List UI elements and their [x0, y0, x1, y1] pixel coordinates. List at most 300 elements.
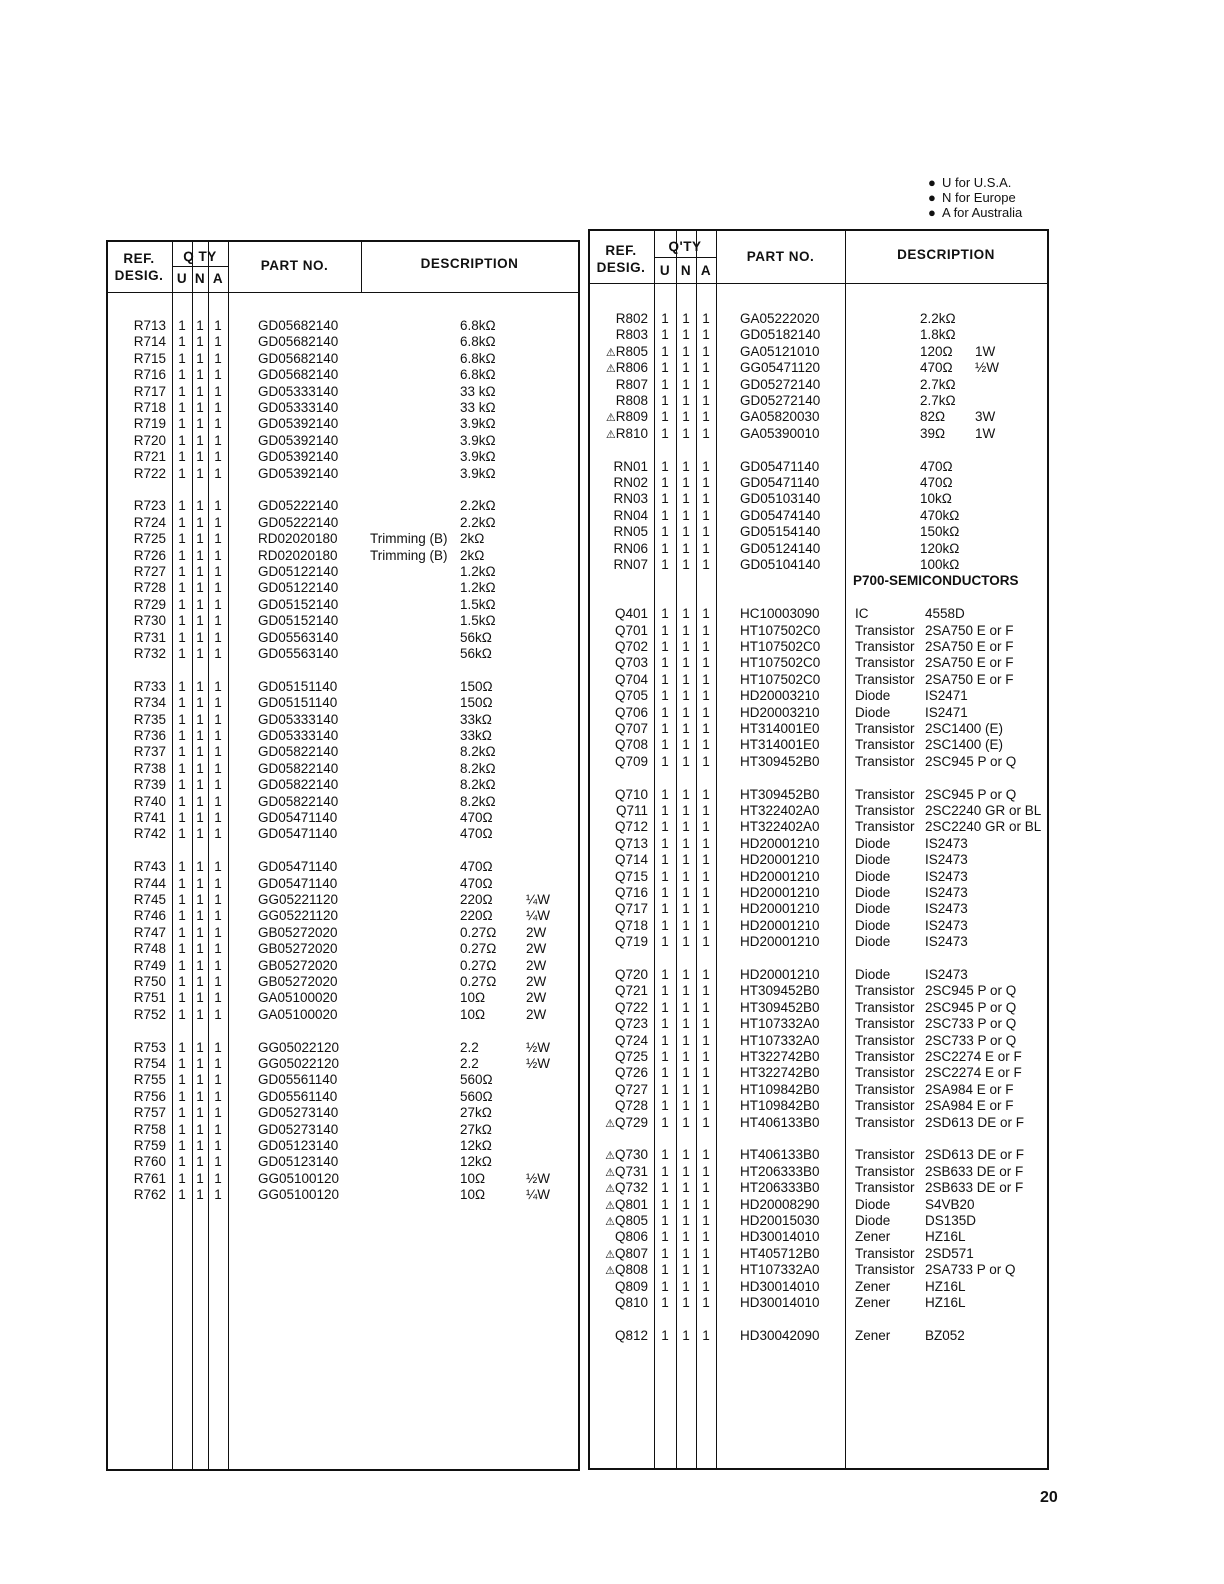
description-value: 470kΩ	[920, 507, 960, 523]
safety-warning-icon: ⚠	[605, 1166, 615, 1179]
part-number: GD05182140	[740, 327, 821, 343]
table-row	[108, 1056, 578, 1072]
description-value: 3.9kΩ	[460, 449, 496, 465]
ref-designator	[594, 852, 648, 868]
ref-designator	[112, 433, 166, 449]
part-number: HT107332A0	[740, 1262, 820, 1278]
qty-a: 1	[702, 1081, 710, 1097]
ref-designator	[594, 623, 648, 639]
description-value: 12kΩ	[460, 1138, 492, 1153]
ref-text: Q810	[614, 1295, 648, 1310]
ref-text: Q727	[614, 1081, 648, 1097]
qty-a: 1	[214, 1121, 222, 1137]
part-number: HT322402A0	[740, 819, 820, 835]
qty-a: 1	[214, 564, 222, 579]
qty-u: 1	[661, 1262, 669, 1278]
device-model: 2SD571	[925, 1245, 974, 1261]
table-row	[590, 885, 1047, 901]
part-number: GD05474140	[740, 507, 821, 523]
part-number: HT314001E0	[740, 737, 820, 753]
device-model: 2SC945 P or Q	[925, 999, 1017, 1015]
description-value: 1.2kΩ	[460, 564, 496, 579]
device-type: Transistor	[855, 1016, 915, 1032]
qty-n: 1	[682, 1147, 690, 1163]
qty-u: 1	[661, 557, 669, 572]
qty-a: 1	[702, 524, 710, 540]
description-rating: 2W	[526, 941, 547, 957]
table-row	[108, 908, 578, 924]
qty-u: 1	[178, 924, 186, 940]
safety-warning-icon: ⚠	[605, 1150, 615, 1163]
part-number: HD30042090	[740, 1327, 820, 1343]
device-type: Diode	[855, 1213, 891, 1228]
ref-designator	[594, 901, 648, 917]
ref-designator	[112, 564, 166, 580]
part-number: HC10003090	[740, 606, 820, 622]
ref-text: R759	[133, 1138, 166, 1153]
description-value: 2.2kΩ	[460, 514, 496, 530]
table-row	[108, 564, 578, 580]
part-number: HT107332A0	[740, 1032, 820, 1048]
table-row	[108, 777, 578, 793]
ref-designator	[594, 1049, 648, 1065]
qty-n: 1	[682, 737, 690, 753]
ref-text: Q710	[614, 786, 648, 802]
description-value: 2kΩ	[460, 547, 485, 563]
part-number: HT107502C0	[740, 655, 821, 671]
description-value: 150Ω	[460, 695, 493, 711]
qty-u: 1	[661, 409, 669, 425]
ref-text: Q729	[614, 1114, 648, 1130]
description-rating: 3W	[975, 409, 996, 425]
device-model: 2SC2274 E or F	[925, 1065, 1022, 1081]
ref-designator	[112, 876, 166, 892]
part-number: HT309452B0	[740, 983, 820, 999]
qty-a: 1	[702, 622, 710, 638]
table-row	[108, 531, 578, 547]
ref-designator	[112, 826, 166, 842]
qty-u: 1	[178, 334, 186, 350]
table-row	[590, 983, 1047, 999]
ref-text: Q723	[614, 1016, 648, 1032]
part-number: GD05123140	[258, 1138, 339, 1153]
qty-u: 1	[661, 721, 669, 736]
qty-a: 1	[214, 613, 222, 629]
device-type: Zener	[855, 1295, 891, 1310]
qty-u: 1	[661, 753, 669, 769]
qty-a: 1	[702, 491, 710, 507]
device-model: IS2473	[925, 917, 968, 933]
qty-a: 1	[702, 1147, 710, 1163]
table-row	[590, 705, 1047, 721]
table-row	[108, 761, 578, 777]
qty-n: 1	[682, 671, 690, 687]
left-parts-table	[106, 240, 580, 1471]
table-row	[590, 1197, 1047, 1213]
partno-header: PART NO.	[260, 258, 329, 273]
qty-a: 1	[214, 1187, 222, 1203]
qty-n: 1	[682, 360, 690, 376]
qty-a: 1	[214, 400, 222, 415]
ref-text: R714	[133, 334, 166, 350]
qty-a: 1	[214, 908, 222, 924]
device-model: IS2471	[925, 704, 968, 720]
ref-designator	[112, 1056, 166, 1072]
qty-n: 1	[196, 1006, 204, 1022]
qty-u: 1	[661, 688, 669, 704]
part-number: GD05822140	[258, 760, 339, 776]
qty-u: 1	[178, 564, 186, 579]
description-value: 0.27Ω	[460, 974, 497, 989]
qty-a: 1	[702, 1245, 710, 1261]
table-row	[590, 852, 1047, 868]
qty-n: 1	[682, 557, 690, 572]
table-row	[590, 754, 1047, 770]
table-row	[590, 655, 1047, 671]
description-rating: ½W	[526, 1039, 551, 1055]
table-row	[590, 508, 1047, 524]
ref-text: Q715	[614, 868, 648, 884]
description-value: 470Ω	[920, 475, 953, 490]
ref-designator	[112, 416, 166, 432]
table-row	[108, 646, 578, 662]
ref-text: RN04	[613, 507, 648, 523]
device-type: Transistor	[855, 1180, 915, 1196]
part-number: HD20003210	[740, 704, 820, 720]
part-number: GA05820030	[740, 409, 820, 425]
ref-text: R810	[615, 425, 648, 441]
device-type: Transistor	[855, 753, 915, 769]
device-model: 2SC2240 GR or BL	[925, 819, 1042, 835]
ref-designator	[112, 810, 166, 826]
table-row	[590, 869, 1047, 885]
ref-designator	[594, 705, 648, 721]
description-value: 33 kΩ	[460, 400, 496, 415]
ref-designator	[594, 1229, 648, 1245]
table-row	[108, 334, 578, 350]
device-type: Transistor	[855, 1081, 915, 1097]
qty-n: 1	[196, 892, 204, 907]
qty-u: 1	[178, 350, 186, 366]
qty-n: 1	[196, 744, 204, 760]
description-value: 1.5kΩ	[460, 596, 496, 612]
part-number: GD05222140	[258, 498, 339, 514]
qty-u: 1	[661, 1098, 669, 1114]
description-value: 0.27Ω	[460, 924, 497, 940]
qty-a: 1	[214, 1039, 222, 1055]
ref-text: Q726	[614, 1065, 648, 1081]
ref-designator	[594, 721, 648, 737]
device-type: Diode	[855, 967, 891, 982]
ref-designator	[112, 1007, 166, 1023]
ref-text: RN05	[613, 524, 648, 540]
qty-n: 1	[196, 1056, 204, 1071]
qty-n: 1	[196, 400, 204, 415]
qty-u: 1	[178, 793, 186, 809]
part-number: GD05822140	[258, 793, 339, 809]
qty-a: 1	[214, 367, 222, 383]
part-number: HD20001210	[740, 967, 820, 982]
safety-warning-icon: ⚠	[605, 1183, 615, 1196]
part-number: GB05272020	[258, 924, 338, 940]
ref-designator	[594, 639, 648, 655]
ref-designator	[594, 803, 648, 819]
ref-text: R747	[133, 924, 166, 940]
description-header: DESCRIPTION	[420, 256, 519, 271]
ref-text: Q805	[614, 1213, 648, 1228]
qty-u: 1	[661, 868, 669, 884]
description-value: 560Ω	[460, 1088, 493, 1104]
description-value: 27kΩ	[460, 1105, 492, 1121]
part-number: HT322742B0	[740, 1065, 820, 1081]
qty-n: 1	[682, 885, 690, 900]
description-value: 1.8kΩ	[920, 327, 956, 343]
qty-u: 1	[178, 1105, 186, 1121]
part-number: GD05392140	[258, 416, 339, 432]
part-number: GD05122140	[258, 564, 339, 579]
qty-u: 1	[661, 934, 669, 950]
safety-warning-icon: ⚠	[605, 1216, 615, 1228]
ref-text: R744	[133, 875, 166, 891]
row-spacer	[108, 662, 578, 678]
qty-n: 1	[196, 1187, 204, 1203]
device-type: Diode	[855, 917, 891, 933]
qty-n: 1	[196, 367, 204, 383]
qty-header: Q TY	[183, 249, 217, 264]
qty-a: 1	[214, 924, 222, 940]
ref-designator	[594, 819, 648, 835]
device-model: S4VB20	[925, 1196, 975, 1212]
table-row	[590, 1213, 1047, 1229]
qty-n: 1	[196, 1105, 204, 1121]
table-row	[108, 1171, 578, 1187]
ref-designator	[594, 885, 648, 901]
ref-text: R756	[133, 1088, 166, 1104]
qty-n: 1	[682, 655, 690, 671]
ref-text: Q801	[614, 1196, 648, 1212]
ref-text: Q714	[614, 852, 648, 868]
qty-n: 1	[682, 524, 690, 540]
description-value: 150kΩ	[920, 524, 960, 540]
device-model: 2SA984 E or F	[925, 1098, 1014, 1114]
qty-a: 1	[214, 859, 222, 875]
row-spacer	[590, 770, 1047, 786]
device-model: 2SD613 DE or F	[925, 1147, 1025, 1163]
part-number: HD20001210	[740, 852, 820, 868]
device-model: IS2473	[925, 967, 968, 982]
device-type: Transistor	[855, 1163, 915, 1179]
qty-n: 1	[196, 580, 204, 596]
safety-warning-icon: ⚠	[605, 1117, 615, 1130]
ref-designator	[594, 754, 648, 770]
ref-designator	[112, 695, 166, 711]
description-value: 33 kΩ	[460, 383, 496, 399]
table-row	[108, 876, 578, 892]
ref-designator	[594, 1262, 648, 1279]
ref-text: Q708	[614, 737, 648, 753]
device-model: HZ16L	[925, 1295, 966, 1310]
description-value: 56kΩ	[460, 646, 492, 661]
part-number: GD05333140	[258, 400, 339, 415]
qty-n: 1	[196, 498, 204, 514]
table-row	[590, 459, 1047, 475]
qty-a: 1	[702, 803, 710, 818]
qty-a: 1	[702, 1049, 710, 1064]
description-rating: ½W	[526, 1170, 551, 1186]
qty-u: 1	[661, 786, 669, 802]
part-number: GB05272020	[258, 974, 338, 989]
table-row	[108, 466, 578, 482]
qty-u: 1	[178, 1187, 186, 1203]
qty-n: 1	[196, 957, 204, 973]
table-row	[590, 327, 1047, 343]
part-number: GG05100120	[258, 1187, 340, 1203]
description-value: 6.8kΩ	[460, 318, 496, 333]
a-header: A	[212, 271, 224, 286]
ref-text: R729	[133, 596, 166, 612]
table-row	[108, 1089, 578, 1105]
ref-text: R749	[133, 957, 166, 973]
part-number: GG05471120	[740, 360, 821, 376]
qty-a: 1	[702, 475, 710, 490]
qty-u: 1	[178, 1072, 186, 1088]
qty-a: 1	[702, 967, 710, 982]
description-value: 27kΩ	[460, 1121, 492, 1137]
ref-header: REF.	[605, 243, 637, 258]
qty-a: 1	[702, 393, 710, 408]
description-value: 2.2	[460, 1056, 479, 1071]
device-model: DS135D	[925, 1213, 977, 1228]
qty-a: 1	[702, 721, 710, 736]
ref-designator	[112, 859, 166, 875]
qty-n: 1	[682, 343, 690, 359]
qty-n: 1	[682, 1295, 690, 1310]
table-row	[590, 1262, 1047, 1278]
table-row	[108, 1154, 578, 1170]
ref-designator	[594, 737, 648, 753]
row-spacer	[590, 1311, 1047, 1327]
part-number: GD05272140	[740, 376, 821, 392]
part-number: HD20001210	[740, 835, 820, 851]
table-row	[108, 351, 578, 367]
qty-n: 1	[196, 1072, 204, 1088]
device-model: 2SB633 DE or F	[925, 1180, 1024, 1196]
part-number: GD05154140	[740, 524, 821, 540]
qty-n: 1	[682, 1114, 690, 1130]
device-type: Diode	[855, 835, 891, 851]
ref-text: Q807	[614, 1245, 648, 1261]
right-parts-table	[588, 229, 1049, 1470]
part-number: GD05471140	[258, 810, 338, 825]
qty-u: 1	[178, 547, 186, 563]
ref-designator	[594, 672, 648, 688]
ref-text: Q809	[614, 1278, 648, 1294]
description-value: 2.2kΩ	[920, 311, 956, 326]
description-value: 2.7kΩ	[920, 393, 956, 408]
description-value: 120kΩ	[920, 540, 960, 556]
ref-text: R732	[133, 646, 166, 661]
qty-a: 1	[702, 1114, 710, 1130]
qty-n: 1	[682, 1049, 690, 1064]
qty-n: 1	[682, 819, 690, 835]
table-row	[590, 1000, 1047, 1016]
ref-designator	[112, 548, 166, 564]
part-number: HT107502C0	[740, 671, 821, 687]
ref-designator	[594, 1164, 648, 1181]
qty-n: 1	[682, 376, 690, 392]
qty-u: 1	[661, 491, 669, 507]
table-row	[590, 409, 1047, 425]
ref-designator	[594, 934, 648, 950]
ref-text: R725	[133, 531, 166, 547]
part-number: HT309452B0	[740, 999, 820, 1015]
part-number: RD02020180	[258, 531, 338, 547]
table-row	[590, 1065, 1047, 1081]
table-row	[108, 630, 578, 646]
ref-text: Q720	[614, 967, 648, 982]
qty-u: 1	[661, 1295, 669, 1310]
part-number: HT206333B0	[740, 1180, 820, 1196]
u-header: U	[176, 271, 188, 286]
qty-n: 1	[682, 1196, 690, 1212]
qty-n: 1	[682, 1229, 690, 1245]
qty-u: 1	[178, 908, 186, 924]
ref-text: R746	[133, 908, 166, 924]
part-number: HT309452B0	[740, 753, 820, 769]
ref-text: R726	[133, 547, 166, 563]
part-number: HD30014010	[740, 1229, 820, 1245]
qty-u: 1	[661, 376, 669, 392]
device-type: Transistor	[855, 1065, 915, 1081]
section-title: P700-SEMICONDUCTORS	[853, 573, 1019, 589]
safety-warning-icon: ⚠	[605, 412, 616, 425]
qty-a: 1	[702, 868, 710, 884]
device-model: 2SC1400 (E)	[925, 721, 1004, 736]
qty-u: 1	[178, 1121, 186, 1137]
description-value: 3.9kΩ	[460, 416, 496, 432]
table-row	[590, 639, 1047, 655]
table-row	[590, 377, 1047, 393]
qty-a: 1	[702, 507, 710, 523]
legend-europe: ● N for Europe	[928, 190, 1016, 205]
description-rating: 2W	[526, 1006, 547, 1022]
table-row	[590, 918, 1047, 934]
qty-n: 1	[682, 1180, 690, 1196]
row-spacer	[108, 843, 578, 859]
description-value: 10Ω	[460, 1006, 486, 1022]
qty-u: 1	[178, 974, 186, 989]
ref-designator	[594, 491, 648, 507]
qty-u: 1	[661, 343, 669, 359]
ref-text: Q701	[614, 622, 648, 638]
ref-text: Q725	[614, 1049, 648, 1064]
description-value: 82Ω	[920, 409, 946, 425]
part-number: GG05221120	[258, 908, 339, 924]
description-value: 100kΩ	[920, 557, 960, 572]
qty-a: 1	[214, 744, 222, 760]
table-row	[108, 1122, 578, 1138]
qty-u: 1	[178, 990, 186, 1006]
qty-n: 1	[682, 753, 690, 769]
u-header: U	[659, 263, 671, 278]
description-value: 8.2kΩ	[460, 760, 496, 776]
part-number: GD05822140	[258, 777, 339, 793]
ref-text: Q703	[614, 655, 648, 671]
ref-text: R753	[133, 1039, 166, 1055]
ref-designator	[112, 794, 166, 810]
part-number: HT107502C0	[740, 639, 821, 654]
ref-designator	[594, 311, 648, 327]
